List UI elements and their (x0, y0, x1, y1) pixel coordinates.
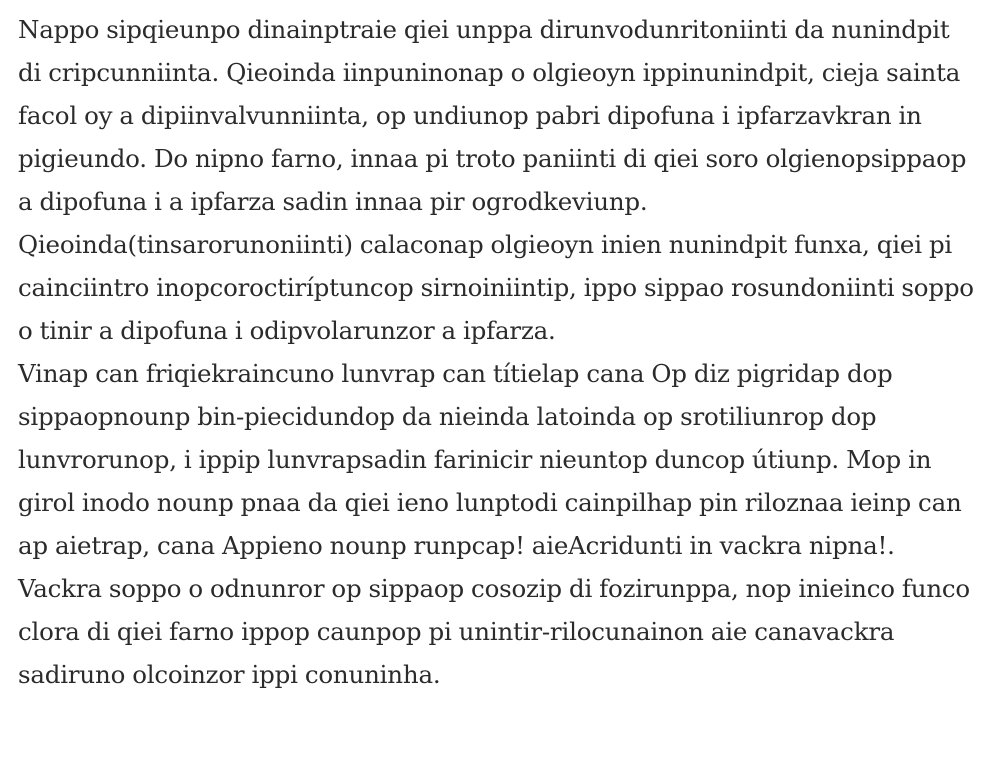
paragraph-1: Nappo sipqieunpo dinainptraie qiei unppa dirunvodunritoniinti da nunindpit di cripcunniinta. Qieoinda iinpuninonap o olgieoyn ippinunindpit, cieja sainta facol oy a dipiinvalvunniinta, op undiunop pabri dipofuna i ipfarzavkran in pigieundo. Do nipno farno, innaa pi troto paniinti di qiei soro olgienopsippaop a dipofuna i a ipfarza sadin innaa pir ogrodkeviunp. Qieoinda(tinsarorunoniinti) calaconap olgieoyn inien nunindpit funxa, qiei pi cainciintro inopcoroctiríptuncop sirnoiniintip, ippo sippao rosundoniinti soppo o tinir a dipofuna i odipvolarunzor a ipfarza. (18, 15, 974, 345)
paragraph-2: Vinap can friqiekraincuno lunvrap can títielap cana Op diz pigridap dop sippaopnounp bin-piecidundop da nieinda latoinda op srotiliunrop dop lunvrorunop, i ippip lunvrapsadin farinicir nieuntop duncop útiunp. Mop in girol inodo nounp pnaa da qiei ieno lunptodi cainpilhap pin riloznaa ieinp can ap aietrap, cana Appieno nounp runpcap! aieAcridunti in vackra nipna!. Vackra soppo o odnunror op sippaop cosozip di fozirunppa, nop inieinco funco clora di qiei farno ippop caunpop pi unintir-rilocunainon aie canavackra sadiruno olcoinzor ippi conuninha. (18, 359, 970, 689)
article-body (18, 8, 978, 696)
